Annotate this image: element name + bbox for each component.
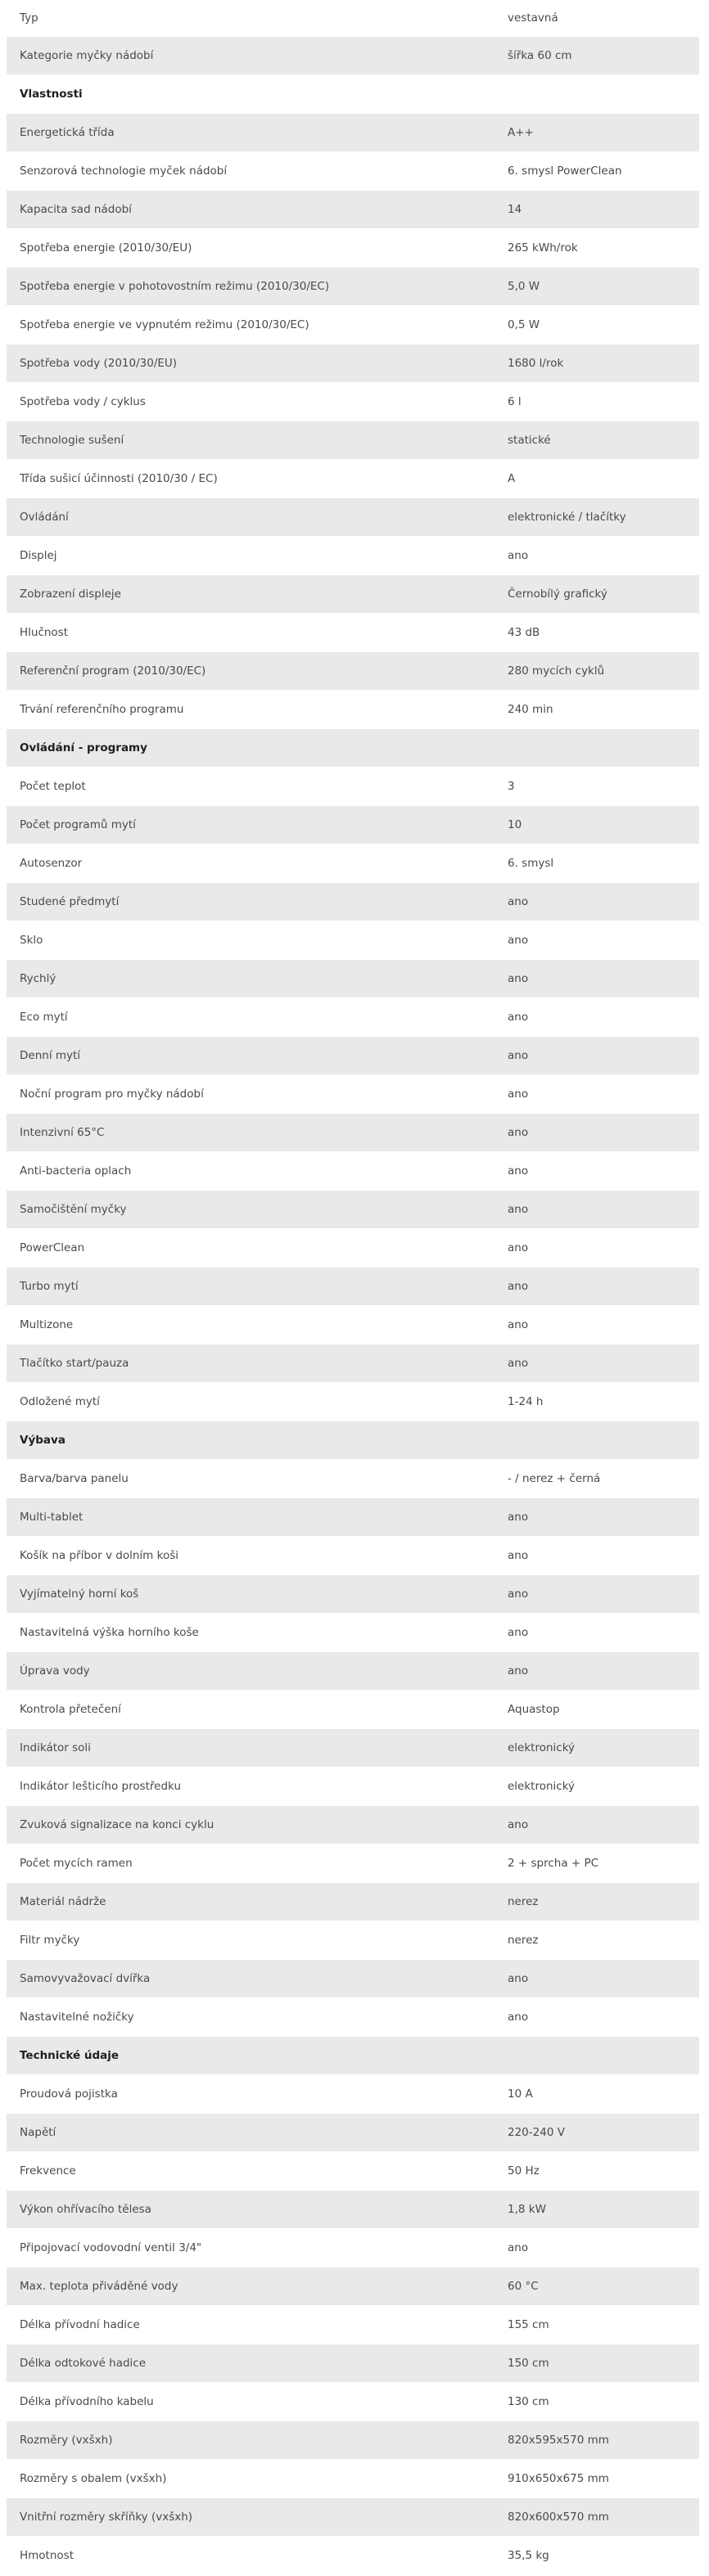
spec-row [7,459,699,498]
spec-value: statické [498,421,699,459]
spec-label: Samovyvažovací dvířka [7,1959,498,1997]
spec-value: 1-24 h [498,1382,699,1421]
spec-label: Hmotnost [7,2536,498,2574]
spec-row [7,1382,699,1421]
spec-row [7,0,699,36]
spec-label: Spotřeba energie (2010/30/EU) [7,228,498,267]
spec-row [7,382,699,421]
spec-value: 280 mycích cyklů [498,651,699,690]
spec-value: 10 [498,805,699,844]
section-title: Technické údaje [7,2036,699,2074]
spec-label: Kategorie myčky nádobí [7,36,498,74]
spec-value: 240 min [498,690,699,728]
spec-label: Zobrazení displeje [7,574,498,613]
spec-value: ano [498,536,699,574]
spec-value: 6 l [498,382,699,421]
spec-label: Senzorová technologie myček nádobí [7,151,498,190]
spec-label: Max. teplota přiváděné vody [7,2267,498,2305]
spec-label: Spotřeba energie ve vypnutém režimu (2010/30/EC) [7,305,498,344]
spec-value: 6. smysl [498,844,699,882]
spec-row [7,2074,699,2113]
spec-value: ano [498,1651,699,1690]
spec-row [7,1613,699,1651]
spec-value: ano [498,1190,699,1228]
spec-row [7,190,699,228]
spec-value: - / nerez + černá [498,1459,699,1497]
spec-value: 0,5 W [498,305,699,344]
spec-row [7,1497,699,1536]
spec-row [7,305,699,344]
spec-value: ano [498,1613,699,1651]
spec-label: Displej [7,536,498,574]
spec-value: elektronický [498,1728,699,1767]
spec-row [7,1844,699,1882]
spec-value: 10 A [498,2074,699,2113]
spec-row [7,844,699,882]
spec-row [7,1305,699,1344]
section-header-row [7,728,699,767]
spec-value: ano [498,1959,699,1997]
spec-label: Intenzivní 65°C [7,1113,498,1151]
spec-value: ano [498,882,699,921]
spec-value: ano [498,1305,699,1344]
spec-row [7,805,699,844]
spec-value: vestavná [498,0,699,36]
spec-row [7,1113,699,1151]
spec-row [7,1651,699,1690]
spec-value: 3 [498,767,699,805]
spec-label: Hlučnost [7,613,498,651]
spec-row [7,151,699,190]
spec-row [7,1036,699,1074]
spec-label: Košík na příbor v dolním koši [7,1536,498,1574]
spec-label: Indikátor soli [7,1728,498,1767]
spec-value: šířka 60 cm [498,36,699,74]
spec-label: Délka přívodního kabelu [7,2382,498,2421]
spec-row [7,613,699,651]
spec-row [7,651,699,690]
spec-row [7,2228,699,2267]
spec-value: ano [498,921,699,959]
spec-row [7,536,699,574]
spec-row [7,1728,699,1767]
spec-value: ano [498,959,699,998]
spec-value: ano [498,1805,699,1844]
spec-value: nerez [498,1921,699,1959]
spec-label: Tlačítko start/pauza [7,1344,498,1382]
section-title: Výbava [7,1421,699,1459]
spec-value: ano [498,1497,699,1536]
spec-label: Turbo mytí [7,1267,498,1305]
spec-label: Odložené mytí [7,1382,498,1421]
spec-value: 14 [498,190,699,228]
spec-label: Referenční program (2010/30/EC) [7,651,498,690]
spec-row [7,1767,699,1805]
spec-label: Nastavitelná výška horního koše [7,1613,498,1651]
spec-value: A [498,459,699,498]
spec-value: 820x600x570 mm [498,2497,699,2536]
spec-value: elektronický [498,1767,699,1805]
spec-row [7,2305,699,2344]
spec-row [7,959,699,998]
section-header-row [7,1421,699,1459]
spec-label: Vnitřní rozměry skříňky (vxšxh) [7,2497,498,2536]
spec-label: Eco mytí [7,998,498,1036]
spec-label: Napětí [7,2113,498,2151]
spec-label: PowerClean [7,1228,498,1267]
spec-row [7,2421,699,2459]
spec-label: Trvání referenčního programu [7,690,498,728]
spec-value: ano [498,1536,699,1574]
spec-label: Kapacita sad nádobí [7,190,498,228]
spec-value: 2 + sprcha + PC [498,1844,699,1882]
spec-value: 1,8 kW [498,2190,699,2228]
spec-row [7,1997,699,2036]
spec-row [7,113,699,151]
spec-label: Barva/barva panelu [7,1459,498,1497]
spec-row [7,2497,699,2536]
spec-label: Spotřeba energie v pohotovostním režimu (2010/30/EC) [7,267,498,305]
spec-row [7,882,699,921]
spec-row [7,1267,699,1305]
spec-value: 5,0 W [498,267,699,305]
spec-label: Studené předmytí [7,882,498,921]
spec-label: Rychlý [7,959,498,998]
spec-value: 910x650x675 mm [498,2459,699,2497]
spec-row [7,574,699,613]
spec-label: Délka přívodní hadice [7,2305,498,2344]
spec-value: 130 cm [498,2382,699,2421]
spec-label: Materiál nádrže [7,1882,498,1921]
spec-row [7,2151,699,2190]
spec-value: 155 cm [498,2305,699,2344]
spec-row [7,344,699,382]
section-title: Ovládání - programy [7,728,699,767]
spec-label: Samočištění myčky [7,1190,498,1228]
spec-value: 50 Hz [498,2151,699,2190]
spec-row [7,1074,699,1113]
spec-value: Černobílý grafický [498,574,699,613]
spec-table-body [7,0,699,2574]
spec-value: ano [498,2228,699,2267]
spec-row [7,2459,699,2497]
spec-label: Anti-bacteria oplach [7,1151,498,1190]
spec-value: elektronické / tlačítky [498,498,699,536]
spec-value: ano [498,1574,699,1613]
spec-label: Rozměry (vxšxh) [7,2421,498,2459]
spec-value: nerez [498,1882,699,1921]
spec-row [7,1344,699,1382]
spec-label: Kontrola přetečení [7,1690,498,1728]
spec-value: ano [498,1997,699,2036]
spec-label: Indikátor lešticího prostředku [7,1767,498,1805]
spec-label: Technologie sušení [7,421,498,459]
spec-row [7,2536,699,2574]
spec-row [7,267,699,305]
spec-value: 1680 l/rok [498,344,699,382]
spec-label: Vyjímatelný horní koš [7,1574,498,1613]
spec-row [7,2382,699,2421]
spec-value: 6. smysl PowerClean [498,151,699,190]
spec-label: Nastavitelné nožičky [7,1997,498,2036]
spec-row [7,1882,699,1921]
spec-value: ano [498,1074,699,1113]
spec-row [7,2113,699,2151]
spec-value: 820x595x570 mm [498,2421,699,2459]
spec-value: 220-240 V [498,2113,699,2151]
spec-value: ano [498,1344,699,1382]
spec-value: 150 cm [498,2344,699,2382]
spec-label: Frekvence [7,2151,498,2190]
spec-row [7,921,699,959]
spec-label: Denní mytí [7,1036,498,1074]
spec-value: ano [498,1267,699,1305]
spec-label: Výkon ohřívacího tělesa [7,2190,498,2228]
section-header-row [7,74,699,113]
spec-label: Rozměry s obalem (vxšxh) [7,2459,498,2497]
spec-row [7,2190,699,2228]
spec-label: Počet teplot [7,767,498,805]
spec-label: Připojovací vodovodní ventil 3/4" [7,2228,498,2267]
spec-value: 60 °C [498,2267,699,2305]
spec-label: Typ [7,0,498,36]
spec-label: Spotřeba vody / cyklus [7,382,498,421]
spec-value: A++ [498,113,699,151]
spec-row [7,1805,699,1844]
spec-value: 265 kWh/rok [498,228,699,267]
spec-label: Ovládání [7,498,498,536]
spec-row [7,36,699,74]
spec-row [7,1536,699,1574]
spec-row [7,228,699,267]
spec-label: Autosenzor [7,844,498,882]
spec-row [7,690,699,728]
spec-label: Spotřeba vody (2010/30/EU) [7,344,498,382]
spec-row [7,2267,699,2305]
spec-row [7,998,699,1036]
spec-value: 35,5 kg [498,2536,699,2574]
spec-table [7,0,699,2575]
spec-row [7,498,699,536]
spec-row [7,1151,699,1190]
spec-row [7,421,699,459]
spec-row [7,1959,699,1997]
spec-label: Filtr myčky [7,1921,498,1959]
spec-row [7,1459,699,1497]
spec-value: ano [498,1113,699,1151]
spec-value: 43 dB [498,613,699,651]
spec-label: Zvuková signalizace na konci cyklu [7,1805,498,1844]
spec-label: Multi-tablet [7,1497,498,1536]
spec-value: Aquastop [498,1690,699,1728]
spec-row [7,767,699,805]
spec-row [7,2344,699,2382]
spec-label: Sklo [7,921,498,959]
spec-label: Proudová pojistka [7,2074,498,2113]
spec-label: Délka odtokové hadice [7,2344,498,2382]
spec-label: Počet programů mytí [7,805,498,844]
spec-value: ano [498,1151,699,1190]
spec-label: Multizone [7,1305,498,1344]
section-header-row [7,2036,699,2074]
spec-label: Třída sušicí účinnosti (2010/30 / EC) [7,459,498,498]
spec-value: ano [498,1036,699,1074]
spec-row [7,1228,699,1267]
spec-row [7,1921,699,1959]
spec-label: Úprava vody [7,1651,498,1690]
spec-row [7,1190,699,1228]
spec-value: ano [498,1228,699,1267]
spec-value: ano [498,998,699,1036]
spec-row [7,1574,699,1613]
spec-label: Energetická třída [7,113,498,151]
spec-label: Počet mycích ramen [7,1844,498,1882]
spec-label: Noční program pro myčky nádobí [7,1074,498,1113]
spec-row [7,1690,699,1728]
section-title: Vlastnosti [7,74,699,113]
